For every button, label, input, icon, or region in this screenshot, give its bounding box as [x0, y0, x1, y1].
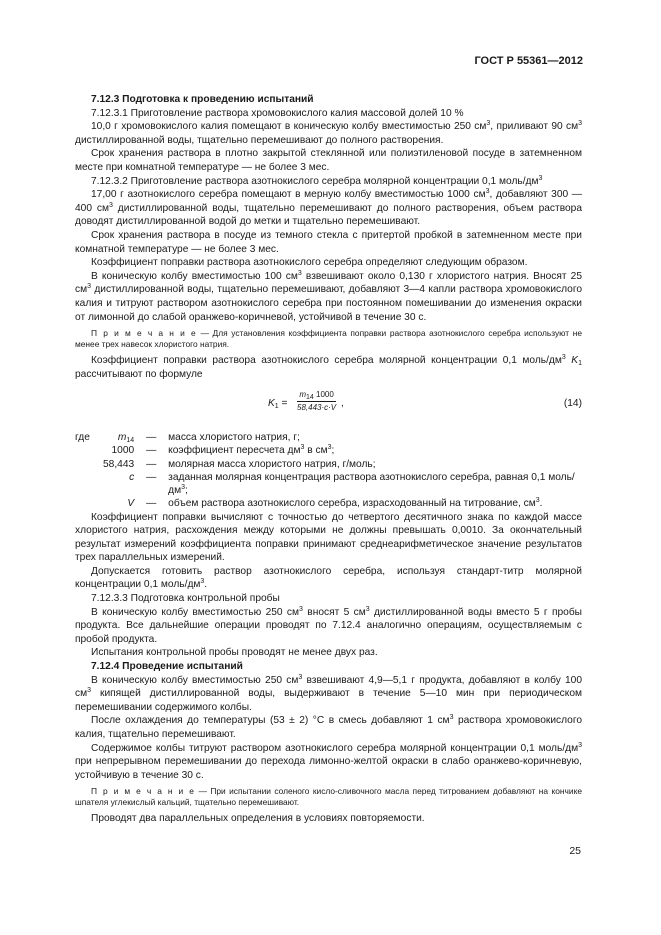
formula-numerator: $m_{14}$ 1000 — [297, 390, 336, 402]
paragraph: Коэффициент поправки раствора азотнокислого серебра определяют следующим образом. — [91, 257, 528, 269]
paragraph: Срок хранения раствора в плотно закрытой стеклянной или полиэтиленовой посуде в затемненном месте при комнатной температуре — не более 3 мес. — [75, 148, 582, 173]
paragraph: В коническую колбу вместимостью 100 $см^3$ взвешивают около 0,130 г хлористого натрия. Вносят 25 $см^3$ дистиллированной воды, тщательно перемешивают, добавляют 3—4 капли раствора хромовокислого калия и титруют раствором азотнокислого серебра при постоянном помешивании до изменения окраски от лимонной до слабой оранжево-коричневой, устойчивой в течение 30 с. — [75, 269, 582, 323]
note: П р и м е ч а н и е — При испытании соленого кисло-сливочного масла перед титрованием добавляют на кончике шпателя углекислый кальций, тщательно перемешивают. — [75, 786, 582, 808]
subsection-title-7-12-3-2: 7.12.3.2 Приготовление раствора азотнокислого серебра молярной концентрации 0,1 моль/$дм^3$ — [91, 174, 543, 187]
legend-row: 58,443 — молярная масса хлористого натрия, г/моль; — [103, 458, 376, 470]
paragraph: 17,00 г азотнокислого серебра помещают в мерную колбу вместимостью 1000 $см^3$, добавляют 300 — 400 $см^3$ дистиллированной воды, тщательно перемешивают до полного растворения, объем раствора доводят дистиллированной водой до метки и тщательно перемешивают. — [75, 188, 582, 228]
subsection-title-7-12-3-3: 7.12.3.3 Подготовка контрольной пробы — [91, 593, 280, 605]
paragraph: Срок хранения раствора в посуде из темного стекла с притертой пробкой в затемненном месте при комнатной температуре — не более 3 мес. — [75, 229, 582, 255]
legend-row: где $m_{14}$ — масса хлористого натрия, г; — [71, 431, 582, 444]
paragraph: В коническую колбу вместимостью 250 $см^3$ взвешивают 4,9—5,1 г продукта, добавляют в колбу 100 $см^3$ кипящей дистиллированной воды, выдерживают в течение 5—10 мин при периодическом перемешивании содержимого колбы. — [75, 673, 582, 713]
section-heading-7-12-3: 7.12.3 Подготовка к проведению испытаний — [91, 94, 314, 105]
legend-row: c — заданная молярная концентрация раствора азотнокислого серебра, равная 0,1 моль/$дм^3$; — [129, 471, 575, 497]
symbol-legend — [71, 431, 582, 510]
paragraph: Испытания контрольной пробы проводят не менее двух раз. — [91, 647, 378, 659]
formula-comma: , — [341, 398, 344, 410]
formula-lhs: $K_1$ = — [268, 398, 288, 411]
paragraph: Допускается готовить раствор азотнокислого серебра, используя стандарт-титр молярной концентрации 0,1 моль/$дм^3$. — [75, 565, 582, 591]
paragraph: Содержимое колбы титруют раствором азотнокислого серебра молярной концентрации 0,1 моль/$дм^3$ при непрерывном перемешивании до перехода лимонно-желтой окраски в слабо оранжево-коричневую, устойчивую в течение 30 с. — [75, 741, 582, 781]
paragraph: Коэффициент поправки вычисляют с точностью до четвертого десятичного знака по каждой массе хлористого натрия, расхождения между которыми не должны превышать 0,0010. За окончательный результат измерений коэффициента поправки принимают среднеарифметическое значение результатов трех параллельных измерений. — [75, 511, 582, 564]
page-number: 25 — [569, 845, 581, 857]
subsection-title-7-12-3-1: 7.12.3.1 Приготовление раствора хромовокислого калия массовой долей 10 % — [91, 107, 464, 119]
formula-denominator: 58,443·c·V — [297, 403, 337, 413]
note-label: П р и м е ч а н и е — [91, 328, 197, 339]
note-label: П р и м е ч а н и е — [91, 786, 196, 797]
formula-number: (14) — [563, 398, 582, 410]
legend-row: V — объем раствора азотнокислого серебра, израсходованный на титрование, $см^3$. — [127, 497, 543, 510]
legend-lead: где — [75, 432, 90, 444]
document-body — [75, 93, 582, 826]
paragraph: Проводят два параллельных определения в условиях повторяемости. — [91, 813, 425, 825]
section-heading-7-12-4: 7.12.4 Проведение испытаний — [91, 661, 243, 673]
paragraph: Коэффициент поправки раствора азотнокислого серебра молярной концентрации 0,1 моль/$дм^3$ $K_1$ рассчитывают по формуле — [75, 354, 582, 380]
paragraph: 10,0 г хромовокислого калия помещают в коническую колбу вместимостью 250 $см^3$, приливают 90 $см^3$ дистиллированной воды, тщательно перемешивают до полного растворения. — [75, 120, 583, 146]
paragraph: После охлаждения до температуры (53 ± 2) °C в смесь добавляют 1 $см^3$ раствора хромовокислого калия, тщательно перемешивают. — [75, 714, 582, 740]
document-header: ГОСТ Р 55361—2012 — [474, 55, 583, 67]
note: П р и м е ч а н и е — Для установления коэффициента поправки раствора азотнокислого серебра используют не менее трех навесок хлористого натрия. — [75, 328, 582, 350]
formula-14 — [75, 387, 582, 423]
formula-fraction — [297, 390, 336, 413]
paragraph: В коническую колбу вместимостью 250 $см^3$ вносят 5 $см^3$ дистиллированной воды вместо 5 г пробы продукта. Все дальнейшие операции проводят по 7.12.4 аналогично операциям, осуществляемым с пробой продукта. — [75, 605, 582, 645]
legend-row: 1000 — коэффициент пересчета $дм^3$ в $см^3$; — [111, 444, 335, 457]
